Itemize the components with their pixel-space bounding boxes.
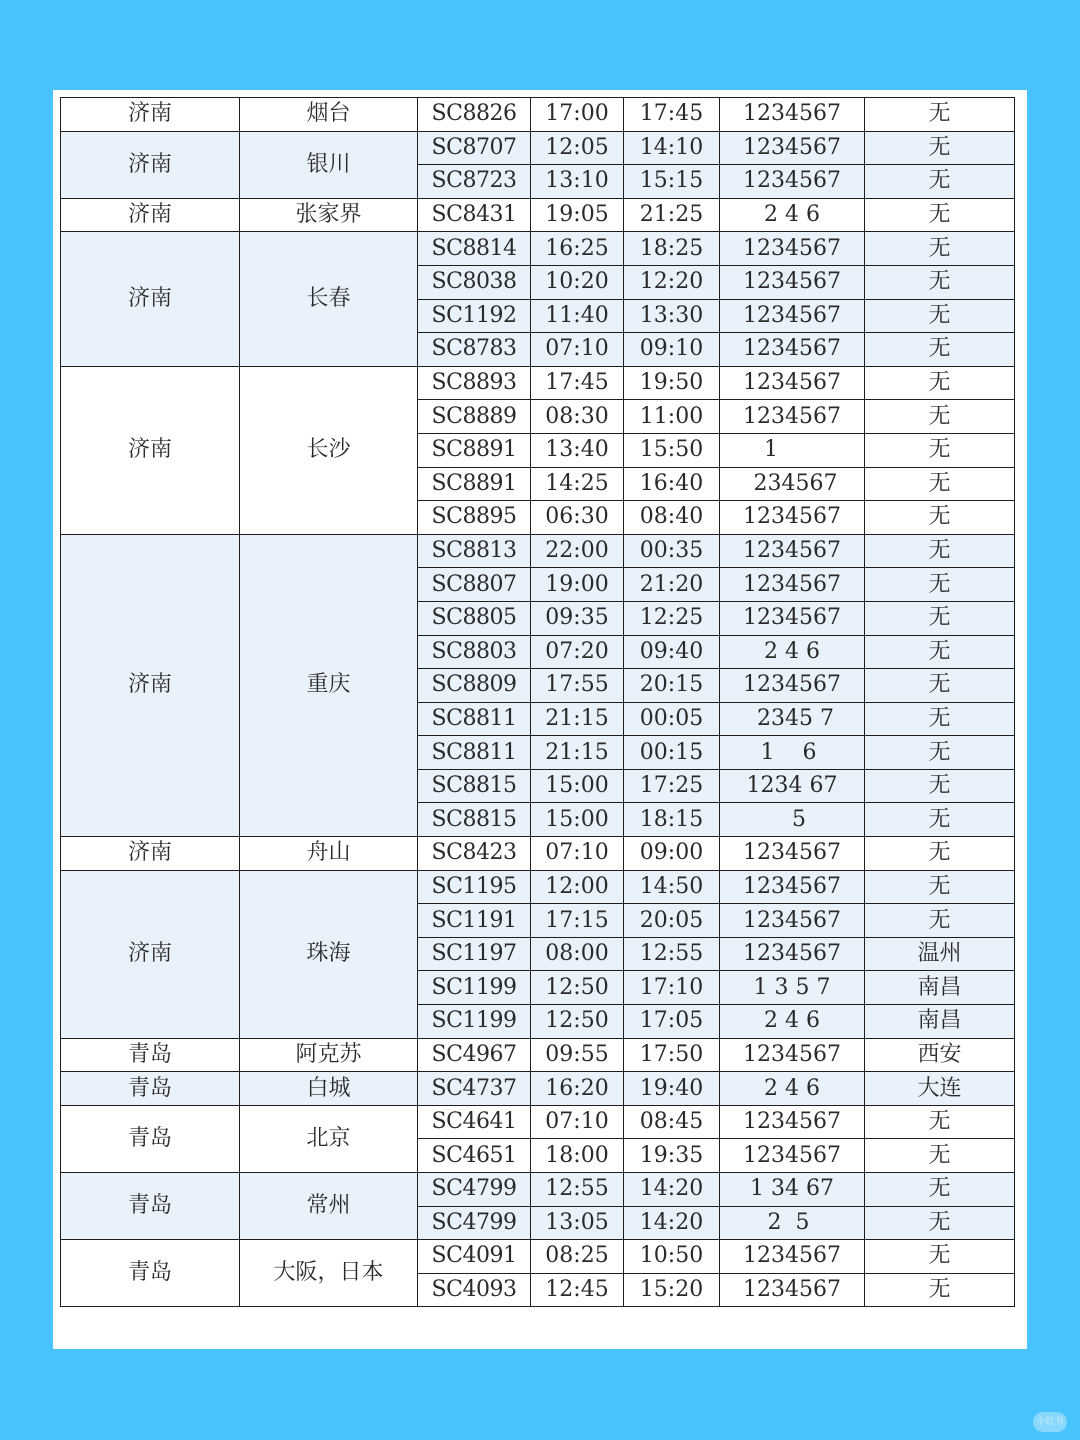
- stopover-cell: 无: [865, 198, 1015, 232]
- flight-code-cell: SC4737: [418, 1072, 531, 1106]
- flight-code-cell: SC8807: [418, 568, 531, 602]
- departure-time-cell: 12:50: [531, 1005, 624, 1039]
- arrival-time-cell: 18:15: [624, 803, 720, 837]
- operating-days-cell: 1234567: [720, 534, 865, 568]
- arrival-time-cell: 13:30: [624, 299, 720, 333]
- departure-time-cell: 16:25: [531, 232, 624, 266]
- stopover-cell: 无: [865, 1240, 1015, 1274]
- stopover-cell: 无: [865, 433, 1015, 467]
- operating-days-cell: 1234567: [720, 1105, 865, 1139]
- departure-time-cell: 15:00: [531, 769, 624, 803]
- departure-time-cell: 09:55: [531, 1038, 624, 1072]
- departure-time-cell: 22:00: [531, 534, 624, 568]
- origin-cell: 济南: [61, 870, 240, 1038]
- departure-time-cell: 21:15: [531, 736, 624, 770]
- departure-time-cell: 15:00: [531, 803, 624, 837]
- operating-days-cell: 1234567: [720, 501, 865, 535]
- stopover-cell: 无: [865, 702, 1015, 736]
- stopover-cell: 无: [865, 232, 1015, 266]
- operating-days-cell: 1234567: [720, 333, 865, 367]
- flight-code-cell: SC8813: [418, 534, 531, 568]
- route-group: [61, 1173, 1015, 1240]
- stopover-cell: 无: [865, 299, 1015, 333]
- departure-time-cell: 07:10: [531, 837, 624, 871]
- departure-time-cell: 08:30: [531, 400, 624, 434]
- arrival-time-cell: 14:20: [624, 1173, 720, 1207]
- flight-code-cell: SC4641: [418, 1105, 531, 1139]
- origin-cell: 济南: [61, 198, 240, 232]
- operating-days-cell: 2 4 6: [720, 1005, 865, 1039]
- table-row: [61, 1038, 1015, 1072]
- arrival-time-cell: 17:50: [624, 1038, 720, 1072]
- arrival-time-cell: 12:25: [624, 601, 720, 635]
- operating-days-cell: 1234567: [720, 232, 865, 266]
- route-group: [61, 1072, 1015, 1106]
- table-row: [61, 198, 1015, 232]
- departure-time-cell: 10:20: [531, 265, 624, 299]
- operating-days-cell: 1 3 5 7: [720, 971, 865, 1005]
- operating-days-cell: 1234567: [720, 601, 865, 635]
- operating-days-cell: 1234567: [720, 904, 865, 938]
- destination-cell: 重庆: [240, 534, 418, 836]
- origin-cell: 青岛: [61, 1038, 240, 1072]
- stopover-cell: 南昌: [865, 1005, 1015, 1039]
- flight-code-cell: SC8038: [418, 265, 531, 299]
- operating-days-cell: 1234567: [720, 568, 865, 602]
- table-row: [61, 1072, 1015, 1106]
- flight-code-cell: SC8811: [418, 702, 531, 736]
- operating-days-cell: 2 4 6: [720, 1072, 865, 1106]
- arrival-time-cell: 09:10: [624, 333, 720, 367]
- flight-code-cell: SC4093: [418, 1273, 531, 1307]
- flight-code-cell: SC8783: [418, 333, 531, 367]
- stopover-cell: 无: [865, 1173, 1015, 1207]
- origin-cell: 济南: [61, 837, 240, 871]
- departure-time-cell: 12:05: [531, 131, 624, 165]
- stopover-cell: 无: [865, 769, 1015, 803]
- table-row: [61, 232, 1015, 266]
- stopover-cell: 无: [865, 165, 1015, 199]
- departure-time-cell: 12:45: [531, 1273, 624, 1307]
- route-group: [61, 232, 1015, 366]
- arrival-time-cell: 15:20: [624, 1273, 720, 1307]
- arrival-time-cell: 00:05: [624, 702, 720, 736]
- flight-code-cell: SC8895: [418, 501, 531, 535]
- departure-time-cell: 18:00: [531, 1139, 624, 1173]
- flight-code-cell: SC8811: [418, 736, 531, 770]
- flight-code-cell: SC1199: [418, 971, 531, 1005]
- operating-days-cell: 1234567: [720, 1139, 865, 1173]
- arrival-time-cell: 16:40: [624, 467, 720, 501]
- stopover-cell: 无: [865, 1206, 1015, 1240]
- arrival-time-cell: 09:40: [624, 635, 720, 669]
- departure-time-cell: 12:55: [531, 1173, 624, 1207]
- operating-days-cell: 2 5: [720, 1206, 865, 1240]
- route-group: [61, 837, 1015, 871]
- table-row: [61, 1173, 1015, 1207]
- operating-days-cell: 1234567: [720, 669, 865, 703]
- stopover-cell: 无: [865, 131, 1015, 165]
- destination-cell: 北京: [240, 1105, 418, 1172]
- stopover-cell: 温州: [865, 937, 1015, 971]
- stopover-cell: 无: [865, 736, 1015, 770]
- departure-time-cell: 12:50: [531, 971, 624, 1005]
- route-group: [61, 366, 1015, 534]
- arrival-time-cell: 12:20: [624, 265, 720, 299]
- table-row: [61, 837, 1015, 871]
- flight-code-cell: SC8889: [418, 400, 531, 434]
- departure-time-cell: 07:10: [531, 1105, 624, 1139]
- flight-code-cell: SC4651: [418, 1139, 531, 1173]
- departure-time-cell: 17:45: [531, 366, 624, 400]
- origin-cell: 青岛: [61, 1240, 240, 1307]
- operating-days-cell: 1234567: [720, 400, 865, 434]
- table-row: [61, 870, 1015, 904]
- destination-cell: 长沙: [240, 366, 418, 534]
- departure-time-cell: 16:20: [531, 1072, 624, 1106]
- arrival-time-cell: 11:00: [624, 400, 720, 434]
- flight-code-cell: SC8893: [418, 366, 531, 400]
- origin-cell: 济南: [61, 366, 240, 534]
- departure-time-cell: 13:05: [531, 1206, 624, 1240]
- stopover-cell: 西安: [865, 1038, 1015, 1072]
- flight-code-cell: SC8431: [418, 198, 531, 232]
- arrival-time-cell: 00:15: [624, 736, 720, 770]
- table-row: [61, 1240, 1015, 1274]
- operating-days-cell: 1234567: [720, 1240, 865, 1274]
- arrival-time-cell: 17:25: [624, 769, 720, 803]
- origin-cell: 济南: [61, 232, 240, 366]
- stopover-cell: 无: [865, 601, 1015, 635]
- stopover-cell: 无: [865, 265, 1015, 299]
- operating-days-cell: 1234567: [720, 1038, 865, 1072]
- destination-cell: 张家界: [240, 198, 418, 232]
- stopover-cell: 无: [865, 803, 1015, 837]
- stopover-cell: 南昌: [865, 971, 1015, 1005]
- operating-days-cell: 2345 7: [720, 702, 865, 736]
- table-row: [61, 98, 1015, 132]
- stopover-cell: 无: [865, 366, 1015, 400]
- stopover-cell: 无: [865, 635, 1015, 669]
- operating-days-cell: 1234567: [720, 870, 865, 904]
- arrival-time-cell: 17:05: [624, 1005, 720, 1039]
- stopover-cell: 无: [865, 98, 1015, 132]
- arrival-time-cell: 20:05: [624, 904, 720, 938]
- departure-time-cell: 07:10: [531, 333, 624, 367]
- schedule-card: [53, 90, 1027, 1349]
- arrival-time-cell: 14:50: [624, 870, 720, 904]
- departure-time-cell: 07:20: [531, 635, 624, 669]
- departure-time-cell: 13:40: [531, 433, 624, 467]
- flight-code-cell: SC8891: [418, 467, 531, 501]
- departure-time-cell: 21:15: [531, 702, 624, 736]
- route-group: [61, 534, 1015, 836]
- operating-days-cell: 1 6: [720, 736, 865, 770]
- destination-cell: 舟山: [240, 837, 418, 871]
- table-row: [61, 131, 1015, 165]
- operating-days-cell: 2 4 6: [720, 635, 865, 669]
- origin-cell: 青岛: [61, 1072, 240, 1106]
- operating-days-cell: 1234567: [720, 937, 865, 971]
- operating-days-cell: 1234567: [720, 366, 865, 400]
- flight-code-cell: SC8723: [418, 165, 531, 199]
- flight-code-cell: SC1199: [418, 1005, 531, 1039]
- arrival-time-cell: 14:10: [624, 131, 720, 165]
- flight-code-cell: SC8826: [418, 98, 531, 132]
- arrival-time-cell: 19:40: [624, 1072, 720, 1106]
- arrival-time-cell: 21:25: [624, 198, 720, 232]
- table-row: [61, 1105, 1015, 1139]
- flight-code-cell: SC8891: [418, 433, 531, 467]
- flight-code-cell: SC8815: [418, 769, 531, 803]
- destination-cell: 长春: [240, 232, 418, 366]
- operating-days-cell: 1234567: [720, 131, 865, 165]
- arrival-time-cell: 00:35: [624, 534, 720, 568]
- operating-days-cell: 1234567: [720, 98, 865, 132]
- flight-code-cell: SC1191: [418, 904, 531, 938]
- flight-code-cell: SC4799: [418, 1206, 531, 1240]
- flight-code-cell: SC8707: [418, 131, 531, 165]
- operating-days-cell: 1234567: [720, 837, 865, 871]
- table-row: [61, 366, 1015, 400]
- arrival-time-cell: 15:50: [624, 433, 720, 467]
- destination-cell: 大阪，日本: [240, 1240, 418, 1307]
- flight-schedule-table: [60, 97, 1015, 1307]
- flight-code-cell: SC4091: [418, 1240, 531, 1274]
- stopover-cell: 无: [865, 837, 1015, 871]
- arrival-time-cell: 08:45: [624, 1105, 720, 1139]
- arrival-time-cell: 15:15: [624, 165, 720, 199]
- origin-cell: 济南: [61, 131, 240, 198]
- stopover-cell: 无: [865, 870, 1015, 904]
- arrival-time-cell: 21:20: [624, 568, 720, 602]
- arrival-time-cell: 08:40: [624, 501, 720, 535]
- stopover-cell: 无: [865, 1105, 1015, 1139]
- departure-time-cell: 17:00: [531, 98, 624, 132]
- stopover-cell: 无: [865, 400, 1015, 434]
- departure-time-cell: 06:30: [531, 501, 624, 535]
- flight-code-cell: SC4967: [418, 1038, 531, 1072]
- arrival-time-cell: 18:25: [624, 232, 720, 266]
- arrival-time-cell: 14:20: [624, 1206, 720, 1240]
- stopover-cell: 大连: [865, 1072, 1015, 1106]
- departure-time-cell: 08:25: [531, 1240, 624, 1274]
- flight-code-cell: SC8423: [418, 837, 531, 871]
- stopover-cell: 无: [865, 904, 1015, 938]
- operating-days-cell: 1234 67: [720, 769, 865, 803]
- stopover-cell: 无: [865, 534, 1015, 568]
- operating-days-cell: 5: [720, 803, 865, 837]
- destination-cell: 阿克苏: [240, 1038, 418, 1072]
- route-group: [61, 131, 1015, 198]
- flight-code-cell: SC1197: [418, 937, 531, 971]
- destination-cell: 常州: [240, 1173, 418, 1240]
- destination-cell: 珠海: [240, 870, 418, 1038]
- route-group: [61, 198, 1015, 232]
- departure-time-cell: 17:15: [531, 904, 624, 938]
- arrival-time-cell: 09:00: [624, 837, 720, 871]
- operating-days-cell: 1234567: [720, 165, 865, 199]
- origin-cell: 青岛: [61, 1105, 240, 1172]
- arrival-time-cell: 20:15: [624, 669, 720, 703]
- arrival-time-cell: 10:50: [624, 1240, 720, 1274]
- destination-cell: 银川: [240, 131, 418, 198]
- route-group: [61, 1038, 1015, 1072]
- stopover-cell: 无: [865, 568, 1015, 602]
- destination-cell: 烟台: [240, 98, 418, 132]
- flight-code-cell: SC8809: [418, 669, 531, 703]
- departure-time-cell: 19:00: [531, 568, 624, 602]
- table-row: [61, 534, 1015, 568]
- operating-days-cell: 1234567: [720, 1273, 865, 1307]
- operating-days-cell: 1234567: [720, 299, 865, 333]
- flight-code-cell: SC8814: [418, 232, 531, 266]
- flight-code-cell: SC8805: [418, 601, 531, 635]
- operating-days-cell: 1234567: [720, 265, 865, 299]
- departure-time-cell: 13:10: [531, 165, 624, 199]
- watermark: 小红书: [1033, 1412, 1067, 1432]
- route-group: [61, 870, 1015, 1038]
- operating-days-cell: 234567: [720, 467, 865, 501]
- stopover-cell: 无: [865, 501, 1015, 535]
- flight-code-cell: SC1192: [418, 299, 531, 333]
- arrival-time-cell: 17:45: [624, 98, 720, 132]
- route-group: [61, 1105, 1015, 1172]
- departure-time-cell: 08:00: [531, 937, 624, 971]
- origin-cell: 济南: [61, 534, 240, 836]
- stopover-cell: 无: [865, 1273, 1015, 1307]
- operating-days-cell: 1 34 67: [720, 1173, 865, 1207]
- origin-cell: 济南: [61, 98, 240, 132]
- arrival-time-cell: 12:55: [624, 937, 720, 971]
- departure-time-cell: 17:55: [531, 669, 624, 703]
- flight-code-cell: SC1195: [418, 870, 531, 904]
- flight-code-cell: SC8815: [418, 803, 531, 837]
- arrival-time-cell: 19:35: [624, 1139, 720, 1173]
- arrival-time-cell: 19:50: [624, 366, 720, 400]
- departure-time-cell: 12:00: [531, 870, 624, 904]
- flight-code-cell: SC4799: [418, 1173, 531, 1207]
- destination-cell: 白城: [240, 1072, 418, 1106]
- stopover-cell: 无: [865, 669, 1015, 703]
- flight-code-cell: SC8803: [418, 635, 531, 669]
- stopover-cell: 无: [865, 333, 1015, 367]
- origin-cell: 青岛: [61, 1173, 240, 1240]
- departure-time-cell: 11:40: [531, 299, 624, 333]
- departure-time-cell: 14:25: [531, 467, 624, 501]
- operating-days-cell: 2 4 6: [720, 198, 865, 232]
- route-group: [61, 98, 1015, 132]
- departure-time-cell: 19:05: [531, 198, 624, 232]
- operating-days-cell: 1: [720, 433, 865, 467]
- stopover-cell: 无: [865, 467, 1015, 501]
- stopover-cell: 无: [865, 1139, 1015, 1173]
- departure-time-cell: 09:35: [531, 601, 624, 635]
- route-group: [61, 1240, 1015, 1307]
- arrival-time-cell: 17:10: [624, 971, 720, 1005]
